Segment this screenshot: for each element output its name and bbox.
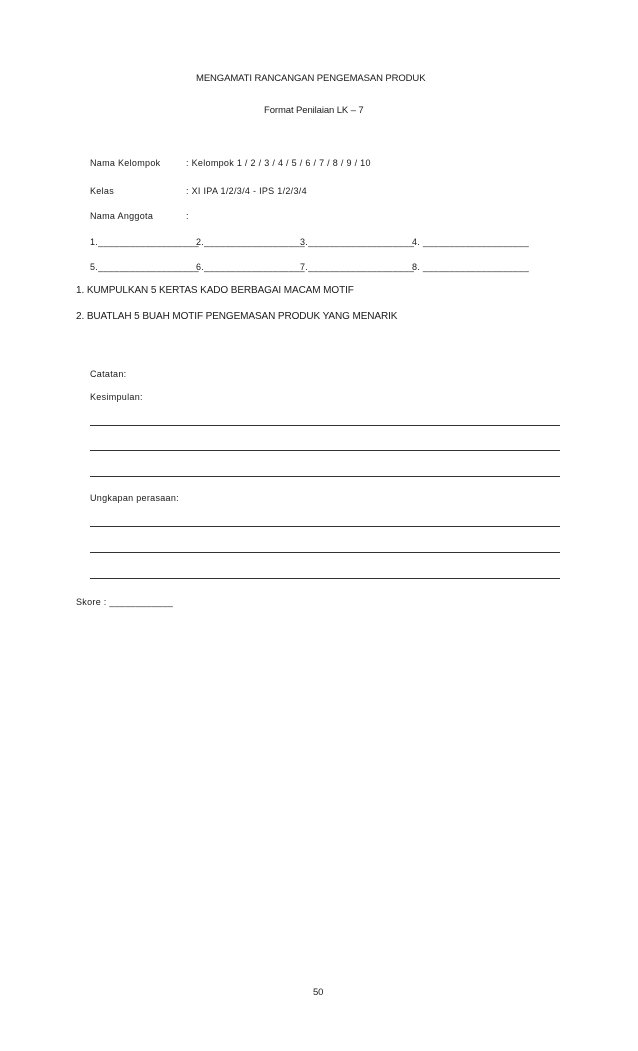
member-field-7[interactable]: 7.____________________ xyxy=(300,262,415,272)
feelings-line-3[interactable] xyxy=(90,578,560,579)
member-field-3[interactable]: 3.____________________ xyxy=(300,237,415,247)
class-label: Kelas xyxy=(90,186,115,196)
notes-label: Catatan: xyxy=(90,369,127,379)
member-field-2[interactable]: 2.___________________ xyxy=(196,237,305,247)
feelings-line-2[interactable] xyxy=(90,552,560,553)
member-field-4[interactable]: 4. ____________________ xyxy=(412,237,530,247)
page-number: 50 xyxy=(313,987,324,998)
document-subtitle: Format Penilaian LK – 7 xyxy=(264,105,364,116)
class-value: : XI IPA 1/2/3/4 - IPS 1/2/3/4 xyxy=(186,186,307,196)
instruction-1: 1. KUMPULKAN 5 KERTAS KADO BERBAGAI MACAM MOTIF xyxy=(76,285,354,296)
group-name-value: : Kelompok 1 / 2 / 3 / 4 / 5 / 6 / 7 / 8 / 9 / 10 xyxy=(186,158,371,168)
instruction-2: 2. BUATLAH 5 BUAH MOTIF PENGEMASAN PRODUK YANG MENARIK xyxy=(76,311,398,322)
score-field[interactable]: Skore : ____________ xyxy=(76,597,174,607)
conclusion-label: Kesimpulan: xyxy=(90,392,143,402)
member-field-6[interactable]: 6.___________________ xyxy=(196,262,305,272)
member-field-5[interactable]: 5.___________________ xyxy=(90,262,199,272)
members-value: : xyxy=(186,211,189,221)
members-label: Nama Anggota xyxy=(90,211,154,221)
member-field-1[interactable]: 1.___________________ xyxy=(90,237,199,247)
member-field-8[interactable]: 8. ____________________ xyxy=(412,262,530,272)
conclusion-line-2[interactable] xyxy=(90,450,560,451)
feelings-line-1[interactable] xyxy=(90,526,560,527)
document-title: MENGAMATI RANCANGAN PENGEMASAN PRODUK xyxy=(196,73,426,84)
conclusion-line-1[interactable] xyxy=(90,425,560,426)
conclusion-line-3[interactable] xyxy=(90,476,560,477)
feelings-label: Ungkapan perasaan: xyxy=(90,493,179,503)
group-name-label: Nama Kelompok xyxy=(90,158,161,168)
